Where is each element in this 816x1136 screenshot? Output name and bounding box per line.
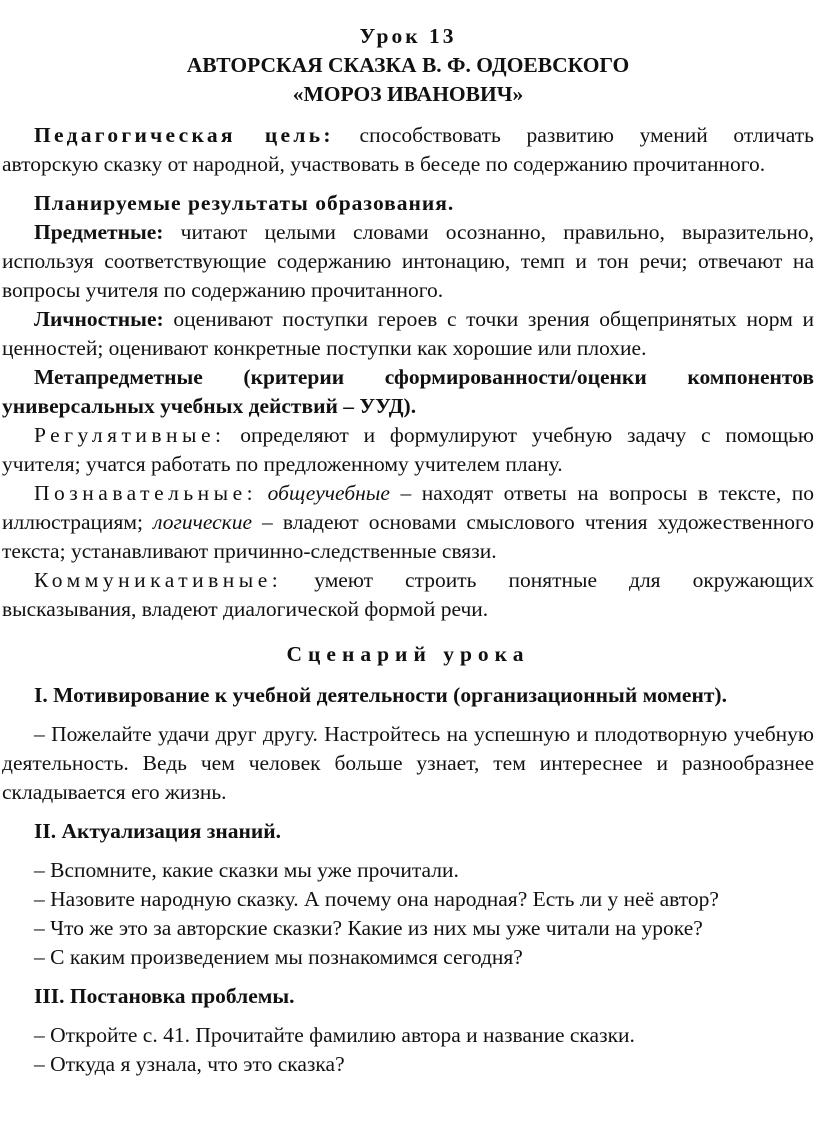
section-2-line: – С каким произведением мы познакомимся сегодня?: [34, 945, 523, 969]
lesson-number: Урок 13: [359, 24, 457, 48]
section-2-line: – Назовите народную сказку. А почему она народная? Есть ли у неё автор?: [34, 887, 719, 911]
section-2-title: II. Актуализация знаний.: [34, 819, 282, 843]
section-1-text: – Пожелайте удачи друг другу. Настройтесь на успешную и плодотворную учебную деятельность. Ведь чем человек больше узнает, тем интереснее и разнообразнее складывается его жизнь.: [2, 722, 814, 804]
section-2-line: – Что же это за авторские сказки? Какие из них мы уже читали на уроке?: [34, 916, 703, 940]
results-heading: Планируемые результаты образования.: [34, 191, 455, 215]
section-1-title: I. Мотивирование к учебной деятельности (организационный момент).: [34, 683, 727, 707]
personal-text: оценивают поступки героев с точки зрения общепринятых норм и ценностей; оценивают конкретные поступки как хорошие или плохие.: [2, 307, 814, 360]
communicative-results: [2, 566, 814, 624]
cognitive-general-term: общеучебные: [267, 481, 390, 505]
section-3-title: III. Постановка проблемы.: [34, 984, 295, 1008]
cognitive-label: Познавательные:: [34, 481, 258, 505]
regulative-label: Регулятивные:: [34, 423, 226, 447]
personal-label: Личностные:: [34, 307, 164, 331]
regulative-results: [2, 421, 814, 479]
meta-results-heading: Метапредметные (критерии сформированности/оценки компонентов универсальных учебных действий – УУД).: [2, 365, 814, 418]
scenario-heading: Сценарий урока: [286, 642, 530, 666]
cognitive-text-1: – находят ответы на вопросы в тексте, по иллюстрациям;: [2, 481, 814, 534]
goal-label: Педагогическая цель:: [34, 123, 334, 147]
goal-text: способствовать развитию умений отличать авторскую сказку от народной, участвовать в беседе по содержанию прочитанного.: [2, 123, 814, 176]
communicative-label: Коммуникативные:: [34, 568, 283, 592]
subject-results: [2, 218, 814, 305]
personal-results: [2, 305, 814, 363]
regulative-text: определяют и формулируют учебную задачу с помощью учителя; учатся работать по предложенному учителем плану.: [2, 423, 814, 476]
lesson-title-line-2: «МОРОЗ ИВАНОВИЧ»: [292, 82, 524, 106]
section-3-line: – Откройте с. 41. Прочитайте фамилию автора и название сказки.: [34, 1023, 635, 1047]
cognitive-logical-term: логические: [153, 510, 252, 534]
subject-text: читают целыми словами осознанно, правильно, выразительно, используя соответствующие содержанию интонацию, темп и тон речи; отвечают на вопросы учителя по содержанию прочитанного.: [2, 220, 814, 302]
pedagogical-goal: [2, 121, 814, 179]
subject-label: Предметные:: [34, 220, 164, 244]
communicative-text: умеют строить понятные для окружающих высказывания, владеют диалогической формой речи.: [2, 568, 814, 621]
cognitive-results: [2, 479, 814, 566]
section-3-line: – Откуда я узнала, что это сказка?: [34, 1052, 345, 1076]
cognitive-text-2: – владеют основами смыслового чтения художественного текста; устанавливают причинно-следственные связи.: [2, 510, 815, 563]
lesson-title-line-1: АВТОРСКАЯ СКАЗКА В. Ф. ОДОЕВСКОГО: [186, 53, 630, 77]
section-2-line: – Вспомните, какие сказки мы уже прочитали.: [34, 858, 459, 882]
